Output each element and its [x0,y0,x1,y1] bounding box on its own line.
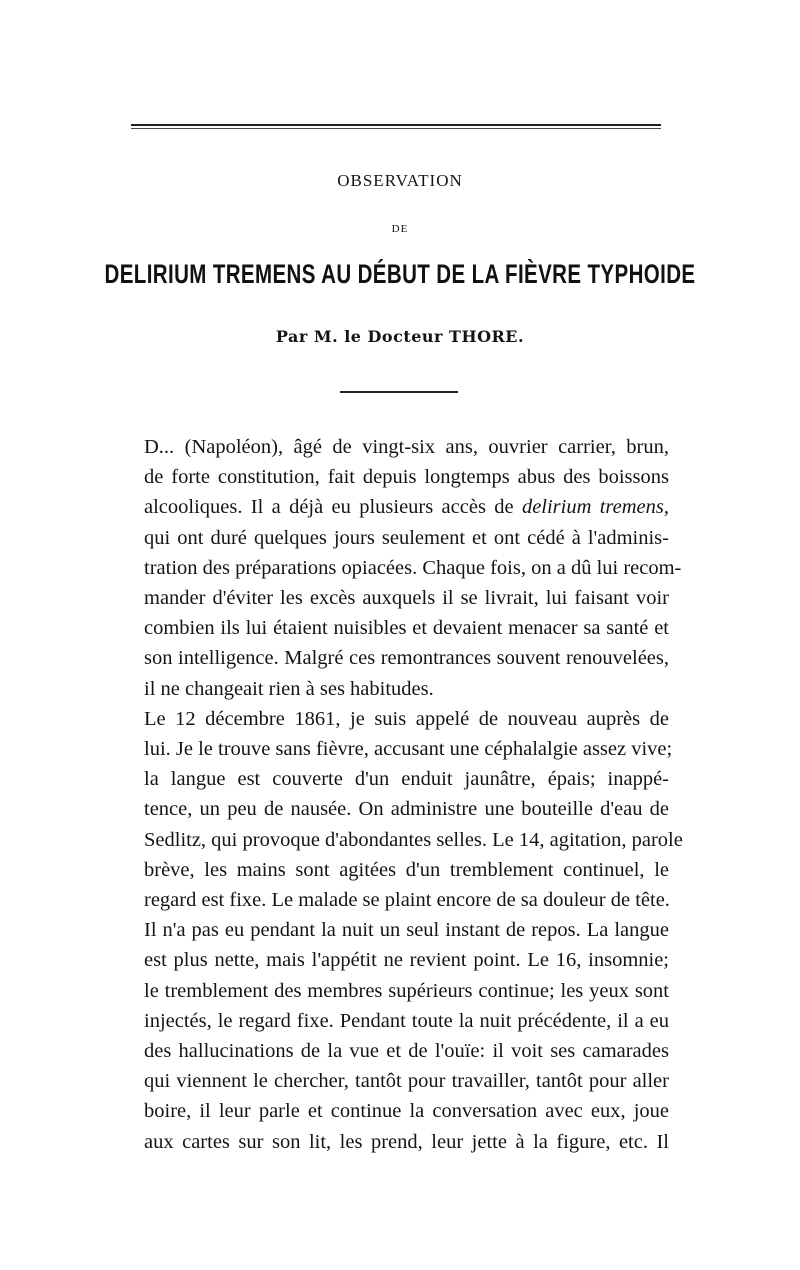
text-line: D... (Napoléon), âgé de vingt-six ans, ouvrier carrier, brun, [144,436,669,458]
text-line: Le 12 décembre 1861, je suis appelé de nouveau auprès de [144,707,669,730]
text-line: est plus nette, mais l'appétit ne revient point. Le 16, insomnie; [144,949,669,972]
text-line: qui ont duré quelques jours seulement et ont cédé à l'adminis- [144,526,669,549]
text-line: le tremblement des membres supérieurs continue; les yeux sont [144,979,669,1002]
text-line: tence, un peu de nausée. On administre une bouteille d'eau de [144,798,669,821]
article-kicker: OBSERVATION [337,171,463,190]
text-line: qui viennent le chercher, tantôt pour travailler, tantôt pour aller [144,1070,669,1093]
text-line [131,492,669,522]
text-fragment: alcooliques. Il a déjà eu plusieurs accès de [144,496,514,519]
text-line: il ne changeait rien à ses habitudes. [144,677,434,700]
text-line: Sedlitz, qui provoque d'abondantes selles. Le 14, agitation, parole [144,828,683,851]
header-rule [131,124,661,129]
text-line: aux cartes sur son lit, les prend, leur jette à la figure, etc. Il [144,1130,669,1153]
text-line: injectés, le regard fixe. Pendant toute la nuit précédente, il a eu [144,1009,669,1032]
text-line: de forte constitution, fait depuis longtemps abus des boissons [144,466,669,489]
title-separator-rule [340,391,458,393]
text-line: des hallucinations de la vue et de l'ouïe: il voit ses camarades [144,1040,669,1063]
italic-term: delirium tremens, [521,496,669,519]
article-body [131,432,683,1157]
text-line: brève, les mains sont agitées d'un tremblement continuel, le [144,858,669,881]
article-title: DELIRIUM TREMENS AU DÉBUT DE LA FIÈVRE TYPHOIDE [104,259,696,289]
text-line: Il n'a pas eu pendant la nuit un seul instant de repos. La langue [144,919,669,942]
text-line: combien ils lui étaient nuisibles et devaient menacer sa santé et [144,617,669,640]
article-kicker-connector: DE [391,223,409,235]
article-byline: Par M. le Docteur THORE. [275,327,525,346]
paragraph [131,704,683,1157]
text-line: son intelligence. Malgré ces remontrances souvent renouvelées, [144,647,669,670]
paragraph [131,432,682,704]
text-line: la langue est couverte d'un enduit jaunâtre, épais; inappé- [144,768,669,791]
text-line: mander d'éviter les excès auxquels il se livrait, lui faisant voir [144,587,669,610]
text-line: boire, il leur parle et continue la conversation avec eux, joue [144,1100,669,1123]
text-line: tration des préparations opiacées. Chaque fois, on a dû lui recom- [144,556,682,579]
text-line: regard est fixe. Le malade se plaint encore de sa douleur de tête. [144,889,670,912]
text-line: lui. Je le trouve sans fièvre, accusant une céphalalgie assez vive; [144,738,673,761]
